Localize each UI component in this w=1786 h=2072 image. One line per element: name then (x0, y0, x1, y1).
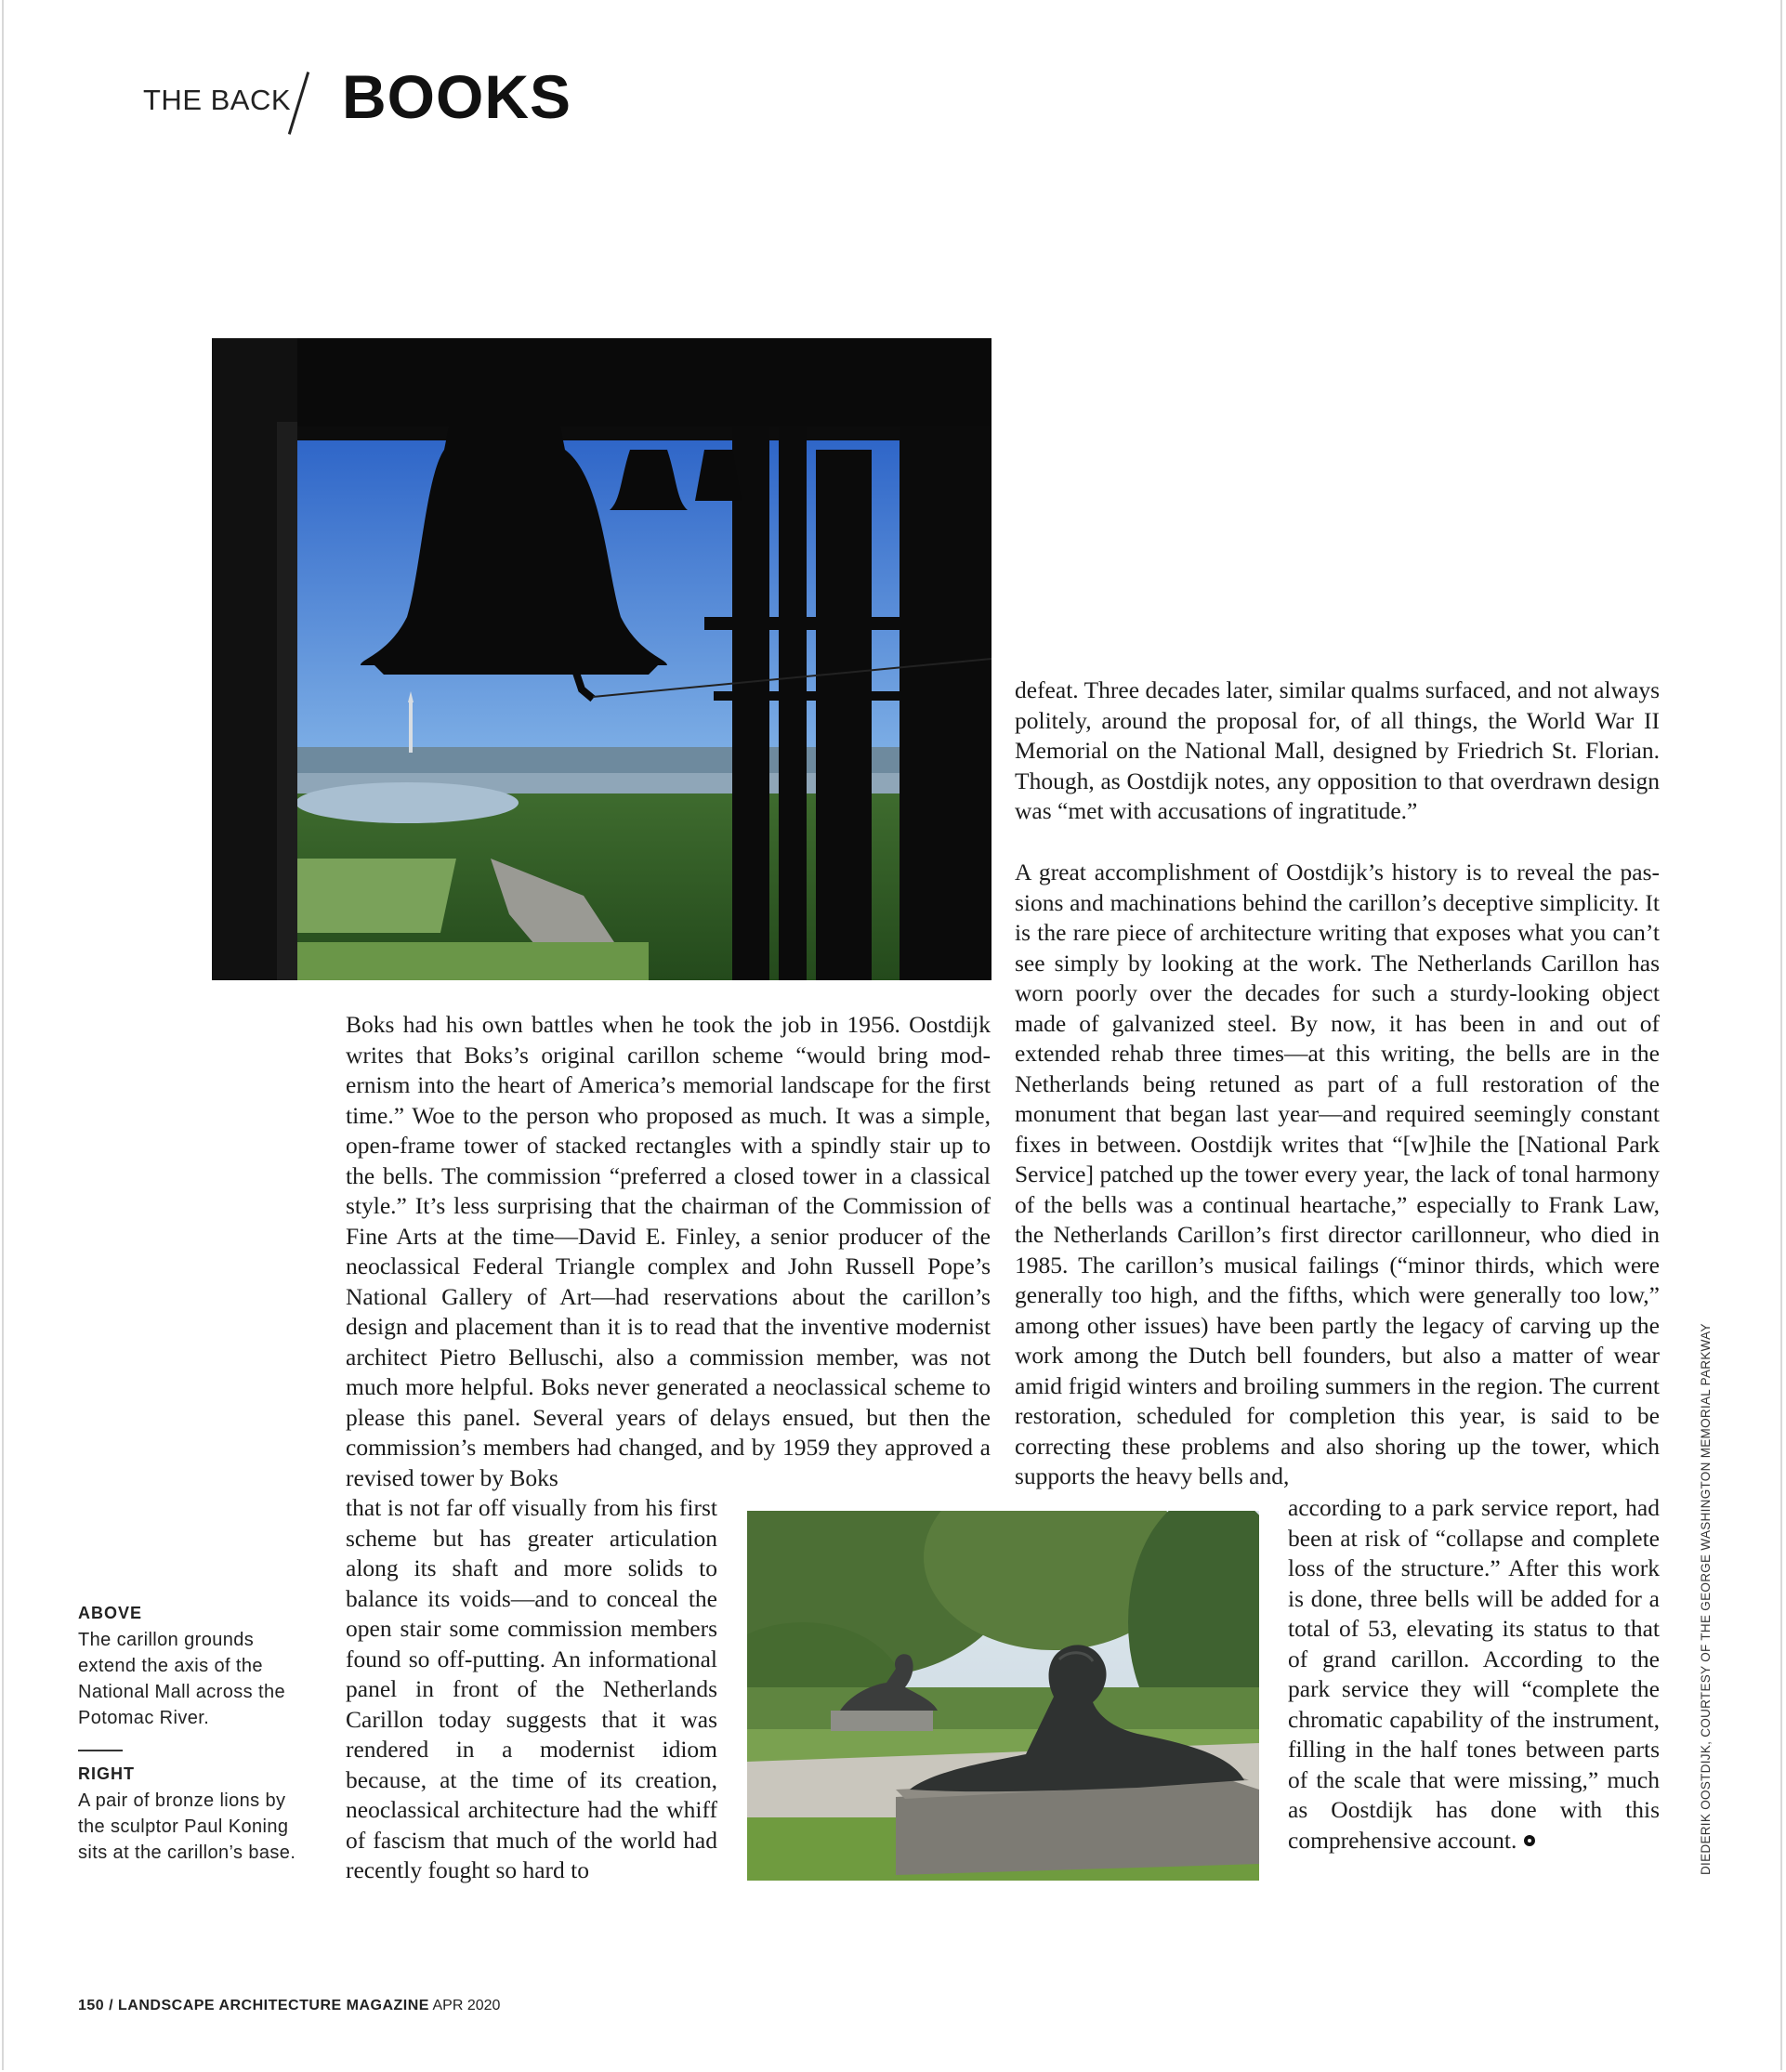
body-column-middle (346, 1010, 991, 1493)
body-column-middle-lower (346, 1493, 717, 1886)
footer-folio: 150 / LANDSCAPE ARCHITECTURE MAGAZINE (78, 1998, 429, 2013)
caption-right-text: A pair of bronze lions by the sculptor Paul Koning sits at the carillon’s base. (78, 1790, 296, 1863)
body-paragraph: Boks had his own battles when he took the job in 1956. Oostdijk writes that Boks’s original carillon scheme “would bring modernism into the heart of America’s memorial landscape for the first time.” Woe to the person who proposed as much. It was a simple, open-frame tower of stacked rectangles with a spindly stair up to the bells. The commission “preferred a closed tower in a classical style.” It’s less surprising that the chairman of the Commission of Fine Arts at the time—David E. Finley, a senior producer of the neoclassical Federal Triangle complex and John Russell Pope’s National Gallery of Art—had reservations about the carillon’s design and placement than it is to read that the inventive modernist architect Pietro Belluschi, also a commission member, was not much more helpful. Boks never generated a neoclassical scheme to please this panel. Several years of delays ensued, but then the commission’s members had changed, and by 1959 they approved a revised tower by Boks (346, 1011, 991, 1491)
section-title: BOOKS (342, 62, 572, 131)
footer-issue: APR 2020 (432, 1998, 501, 2013)
final-paragraph-text: according to a park service report, had been at risk of “collapse and complete loss of the structure.” After this work is done, three bells will be added for a total of 53, elevating its status to that of grand carillon. According to the park service they will “complete the chromatic capability of the instrument, filling in the half tones between parts of the scale that were missing,” much as Oostdijk has done with this comprehensive account. (1288, 1494, 1660, 1854)
caption-divider (78, 1750, 123, 1751)
body-paragraph-final (1288, 1493, 1660, 1856)
caption-above-heading: ABOVE (78, 1604, 143, 1622)
body-paragraph: A great accomplishment of Oostdijk’s history is to reveal the passions and machinations behind the carillon’s deceptive simplicity. It is the rare piece of architecture writing that exposes what you can’t see simply by looking at the work. The Netherlands Carillon has worn poorly over the decades for such a sturdy-looking object made of galvanized steel. By now, it has been in and out of extended rehab three times—at this writing, the bells are in the Netherlands being retuned as part of a full restoration of the monument that began last year—and required seemingly constant fixes in between. Oostdijk writes that “[w]hile the [National Park Service] patched up the tower every year, the lack of tonal harmony of the bells was a continual heartache,” especially to Frank Law, the Netherlands Carillon’s first director carillonneur, who died in 1985. The carillon’s musical failings (“minor thirds, which were generally too high, and the fifths, which were generally too low,” among other issues) have been partly the legacy of carving up the work among the Dutch bell founders, but also a matter of wear amid frigid winters and broiling summers in the region. The current restoration, scheduled for completion this year, is said to be correcting these problems and also shoring up the tower, which supports the heavy bells and, (1015, 859, 1660, 1489)
photo-credit: DIEDERIK OOSTDIJK, COURTESY OF THE GEORGE WASHINGTON MEMORIAL PARKWAY (1699, 1323, 1713, 1875)
body-column-right-top (1015, 675, 1660, 827)
photo-captions (78, 1604, 301, 1866)
end-of-article-icon (1524, 1835, 1535, 1846)
body-paragraph: that is not far off visually from his first scheme but has greater articulation along its shaft and more solids to balance its voids—and to conceal the open stair some commission members found so off-putting. An informational panel in front of the Netherlands Carillon today suggests that it was rendered in a modernist idiom because, at the time of its creation, neoclassical architecture had the whiff of fascism that much of the world had recently fought so hard to (346, 1494, 717, 1883)
lions-photo-graphic (747, 1511, 1259, 1881)
bell-photo (212, 338, 991, 980)
lions-photo (747, 1511, 1259, 1881)
body-column-right-middle (1015, 858, 1660, 1492)
section-label: THE BACK (143, 84, 292, 116)
body-column-right-lower (1288, 1493, 1660, 1856)
caption-above-text: The carillon grounds extend the axis of the National Mall across the Potomac River. (78, 1630, 286, 1728)
page-footer (78, 1998, 500, 2014)
body-paragraph: defeat. Three decades later, similar qualms surfaced, and not always politely, around the proposal for, of all things, the World War II Memorial on the National Mall, designed by Friedrich St. Florian. Though, as Oostdijk notes, any opposition to that overdrawn design was “met with accusations of ingratitude.” (1015, 676, 1660, 824)
bell-photo-graphic (212, 338, 991, 980)
caption-right-heading: RIGHT (78, 1764, 135, 1783)
